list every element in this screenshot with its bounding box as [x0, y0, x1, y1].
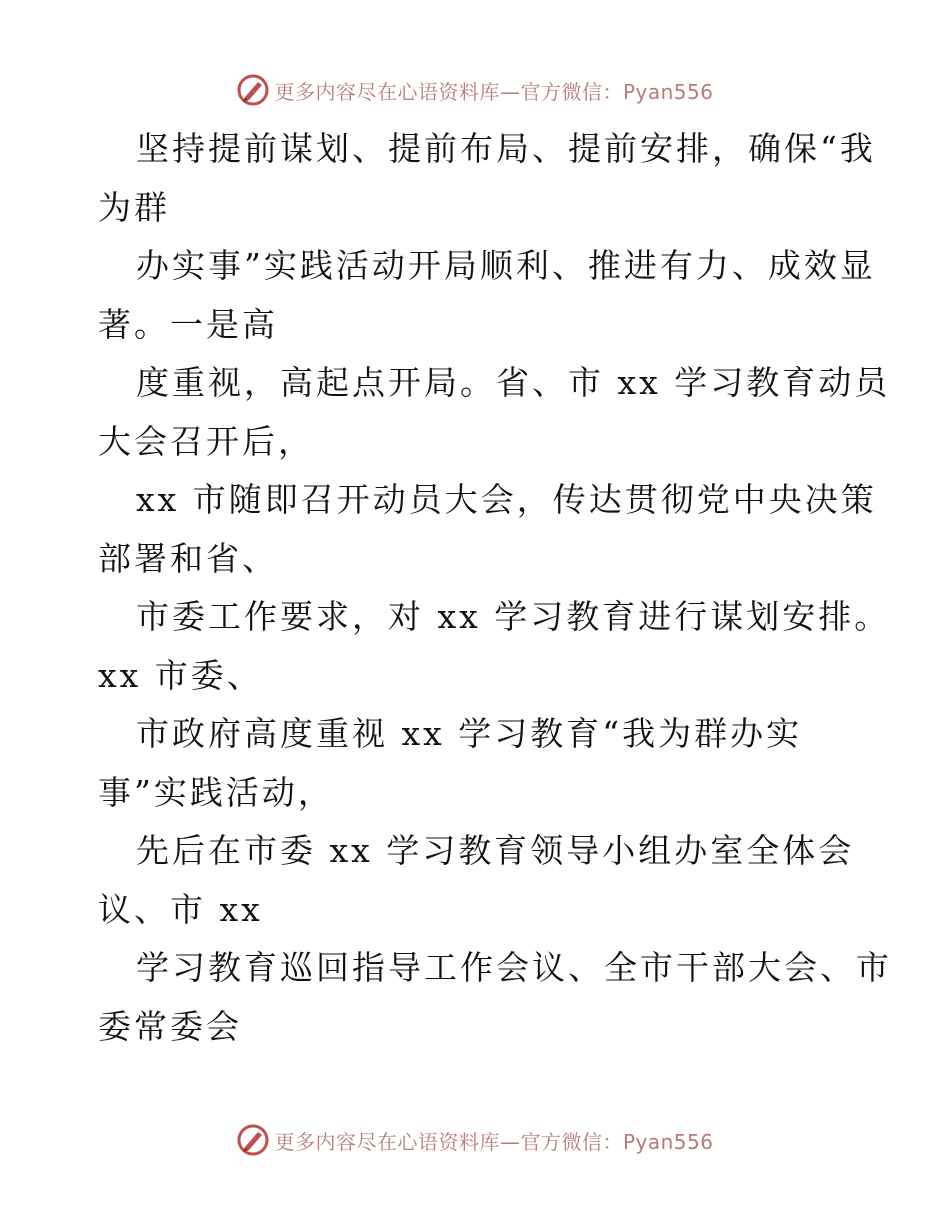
paragraph-line [98, 822, 858, 939]
line-text: 委常委会 [98, 1006, 242, 1046]
line-text: 议、市 xx [98, 889, 263, 929]
line-text: 为群 [98, 187, 170, 227]
line-text: 度重视，高起点开局。省、市 xx 学习教育动员 [136, 363, 891, 402]
line-text: 事”实践活动， [98, 772, 334, 812]
line-text: xx 市随即召开动员大会，传达贯彻党中央决策 [136, 480, 877, 519]
line-text: 市政府高度重视 xx 学习教育“我为群办实 [136, 714, 803, 753]
line-text: 学习教育巡回指导工作会议、全市干部大会、市 [136, 948, 892, 987]
paragraph-line [98, 120, 876, 237]
line-text: 部署和省、 [98, 538, 278, 578]
paragraph-line [98, 354, 891, 471]
paragraph-line [98, 939, 892, 1056]
line-text: 大会召开后， [98, 421, 314, 461]
line-text: xx 市委、 [98, 655, 263, 695]
header-banner-text: 更多内容尽在心语资料库—官方微信：Pyan556 [274, 79, 714, 104]
pen-logo-icon [236, 1123, 270, 1157]
paragraph-line [98, 471, 877, 588]
footer-banner-text: 更多内容尽在心语资料库—官方微信：Pyan556 [274, 1129, 714, 1154]
line-text: 办实事”实践活动开局顺利、推进有力、成效显 [136, 246, 876, 285]
line-text: 坚持提前谋划、提前布局、提前安排，确保“我 [136, 129, 876, 168]
footer-banner [0, 1120, 950, 1160]
pen-logo-icon [236, 73, 270, 107]
line-text: 先后在市委 xx 学习教育领导小组办室全体会 [136, 831, 855, 870]
line-text: 著。一是高 [98, 304, 278, 344]
line-text: 市委工作要求，对 xx 学习教育进行谋划安排。 [136, 597, 891, 636]
header-banner [0, 70, 950, 110]
document-body [98, 120, 892, 1056]
paragraph-line [98, 588, 891, 705]
paragraph-line [98, 705, 858, 822]
paragraph-line [98, 237, 876, 354]
